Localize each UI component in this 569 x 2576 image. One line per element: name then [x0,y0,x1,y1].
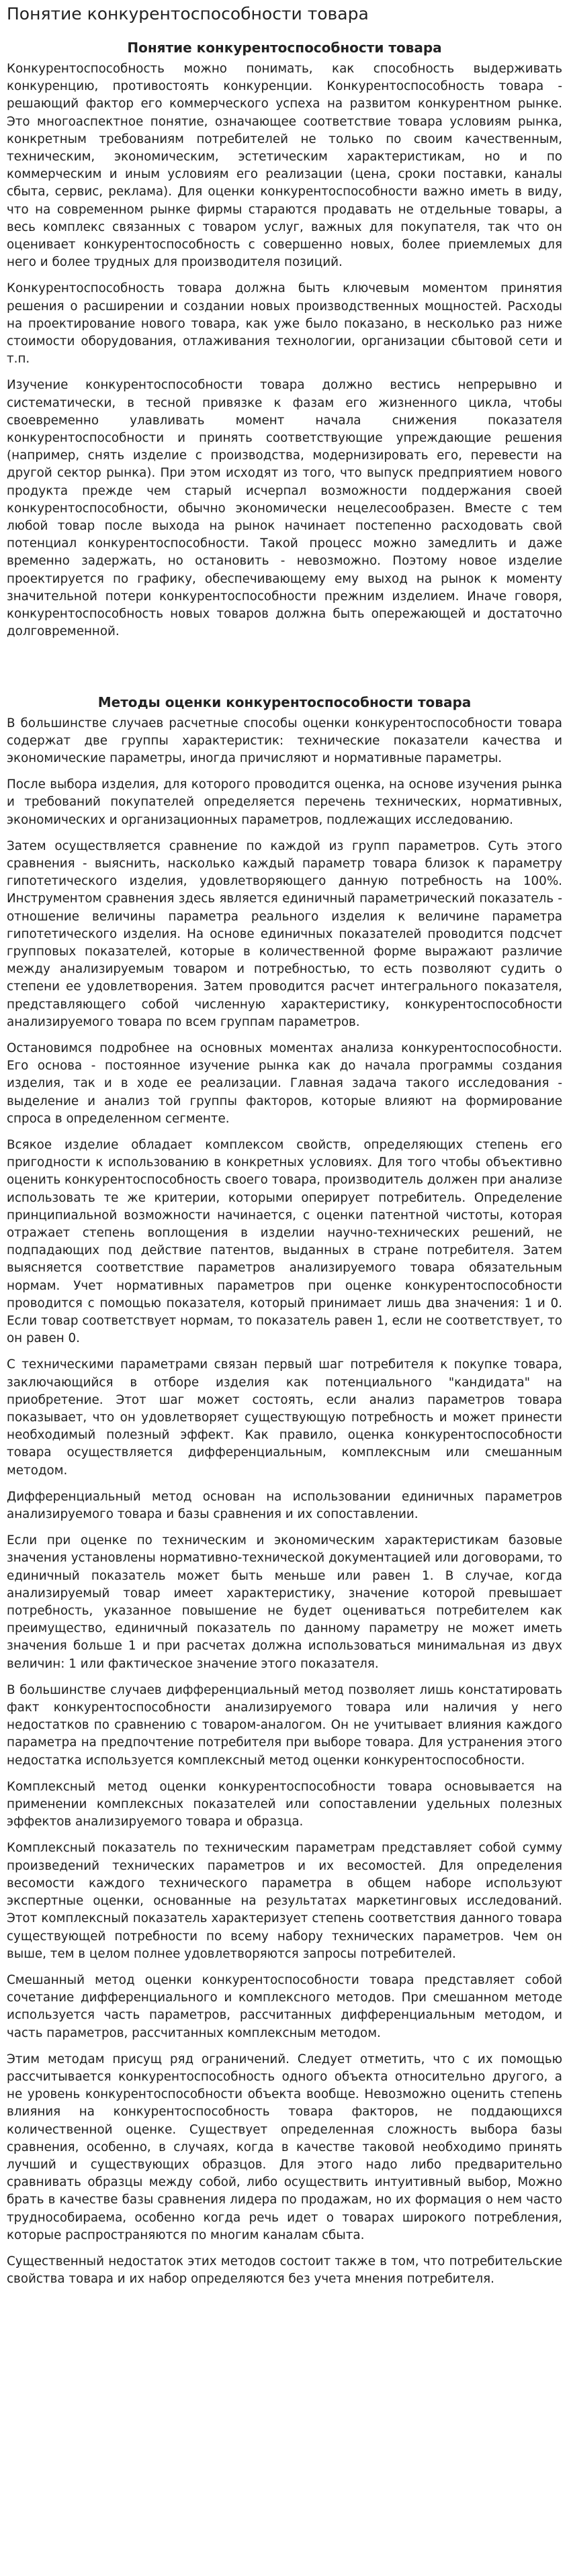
paragraph: Комплексный показатель по техническим параметрам представляет собой сумму произведений технических параметров и их весомостей. Для определения весомости каждого технического параметра в общем наборе используют экспертные оценки, основанные на результатах маркетинговых исследований. Этот комплексный показатель характеризует степень соответствия данного товара существующей потребности по всему набору технических параметров. Чем он выше, тем в целом полнее удовлетворяются запросы потребителей. [7,1841,562,1961]
page-title: Понятие конкурентоспособности товара [7,4,369,23]
paragraph: С техническими параметрами связан первый шаг потребителя к покупке товара, заключающийся в отборе изделия как потенциального "кандидата" на приобретение. Этот шаг может состоять, если анализ параметров товара показывает, что он удовлетворяет существующую потребность и может принести необходимый полезный эффект. Как правило, оценка конкурентоспособности товара осуществляется дифференциальным, комплексным или смешанным методом. [7,1357,562,1478]
section-heading: Понятие конкурентоспособности товара [127,40,442,56]
paragraph: Смешанный метод оценки конкурентоспособности товара представляет собой сочетание дифференциального и комплексного методов. При смешанном методе используется часть параметров, рассчитанных дифференциальным методом, и часть параметров, рассчитанных комплексным методом. [7,1972,562,2040]
paragraph: В большинстве случаев расчетные способы оценки конкурентоспособности товара содержат две группы характеристик: технические показатели качества и экономические параметры, иногда причисляют и нормативные параметры. [7,716,562,765]
paragraph: Существенный недостаток этих методов состоит также в том, что потребительские свойства товара и их набор определяются без учета мнения потребителя. [7,2254,562,2287]
paragraph: В большинстве случаев дифференциальный метод позволяет лишь констатировать факт конкурентоспособности анализируемого товара или наличия у него недостатков по сравнению с товаром-аналогом. Он не учитывает влияния каждого параметра на предпочтение потребителя при выборе товара. Для устранения этого недостатка используется комплексный метод оценки конкурентоспособности. [7,1682,562,1768]
paragraph: Затем осуществляется сравнение по каждой из групп параметров. Суть этого сравнения - выяснить, насколько каждый параметр товара близок к параметру гипотетического изделия, удовлетворяющего данную потребность на 100%. Инструментом сравнения здесь является единичный параметрический показатель - отношение величины параметра реального изделия к величине параметра гипотетического изделия. На основе единичных показателей проводится подсчет групповых показателей, которые в количественной форме выражают различие между анализируемым товаром и потребностью, то есть позволяют судить о степени ее удовлетворения. Затем проводится расчет интегрального показателя, представляющего собой численную характеристику, конкурентоспособности анализируемого товара по всем группам параметров. [7,839,562,1029]
paragraph: Всякое изделие обладает комплексом свойств, определяющих степень его пригодности к использованию в конкретных условиях. Для того чтобы объективно оценить конкурентоспособность своего товара, производитель должен при анализе использовать те же критерии, которыми оперирует потребитель. Определение принципиальной возможности начинается, с оценки патентной чистоты, которая отражает степень воплощения в изделии научно-технических решений, не подпадающих под действие патентов, выданных в стране потребителя. Затем выясняется соответствие параметров анализируемого товара обязательным нормам. Учет нормативных параметров при оценке конкурентоспособности проводится с помощью показателя, который принимает лишь два значения: 1 и 0. Если товар соответствует нормам, то показатель равен 1, если не соответствует, то он равен 0. [7,1137,562,1346]
paragraph: Если при оценке по техническим и экономическим характеристикам базовые значения установлены нормативно-технической документацией или договорами, то единичный показатель может быть меньше или равен 1. В случае, когда анализируемый товар имеет характеристику, значение которой превышает потребность, указанное повышение не будет оцениваться потребителем как преимущество, единичный показатель по данному параметру не может иметь значения больше 1 и при расчетах должна использоваться минимальная из двух величин: 1 или фактическое значение этого показателя. [7,1533,562,1671]
paragraph: Остановимся подробнее на основных моментах анализа конкурентоспособности. Его основа - постоянное изучение рынка как до начала программы создания изделия, так и в ходе ее реализации. Главная задача такого исследования - выделение и анализ той группы факторов, которые влияют на формирование спроса в определенном сегменте. [7,1041,562,1126]
paragraph: Конкурентоспособность товара должна быть ключевым моментом принятия решения о расширении и создании новых производственных мощностей. Расходы на проектирование нового товара, как уже было показано, в несколько раз ниже стоимости оборудования, отлаживания технологии, организации сбытовой сети и т.п. [7,281,562,367]
paragraph: После выбора изделия, для которого проводится оценка, на основе изучения рынка и требований покупателей определяется перечень технических, нормативных, экономических и организационных параметров, подлежащих исследованию. [7,777,562,827]
section-methods [7,694,562,2289]
paragraph: Этим методам присущ ряд ограничений. Следует отметить, что с их помощью рассчитывается конкурентоспособность одного объекта относительно другого, а не уровень конкурентоспособности объекта вообще. Невозможно оценить степень влияния на конкурентоспособность товара факторов, не поддающихся количественной оценке. Существует определенная сложность выбора базы сравнения, особенно, в случаях, когда в качестве таковой необходимо принять лучший и существующих образцов. Для этого надо либо предварительно сравнивать образцы между собой, либо осуществить интуитивный выбор, Можно брать в качестве базы сравнения лидера по продажам, но их формация о нем часто труднособираема, особенно когда речь идет о товарах широкого потребления, которые распространяются по многим каналам сбыта. [7,2052,562,2242]
paragraph: Конкурентоспособность можно понимать, как способность выдерживать конкуренцию, противостоять конкуренции. Конкурентоспособность товара - решающий фактор его коммерческого успеха на развитом конкурентном рынке. Это многоаспектное понятие, означающее соответствие товара условиям рынка, конкретным требованиям потребителей не только по своим качественным, техническим, экономическим, эстетическим характеристикам, но и по коммерческим и иным условиям его реализации (цена, сроки поставки, каналы сбыта, сервис, реклама). Для оценки конкурентоспособности важно иметь в виду, что на современном рынке фирмы стараются продавать не отдельные товары, а весь комплекс связанных с товаром услуг, важных для покупателя, так что он оценивает конкурентоспособность с совершенно новых, более приемлемых для него и более трудных для производителя позиций. [7,62,562,270]
section-concept [7,39,562,641]
paragraph: Комплексный метод оценки конкурентоспособности товара основывается на применении комплексных показателей или сопоставлении удельных полезных эффектов анализируемого товара и образца. [7,1779,562,1829]
paragraph: Дифференциальный метод основан на использовании единичных параметров анализируемого товара и базы сравнения и их сопоставлении. [7,1489,562,1522]
section-heading: Методы оценки конкурентоспособности товара [97,694,472,710]
paragraph: Изучение конкурентоспособности товара должно вестись непрерывно и систематически, в тесной привязке к фазам его жизненного цикла, чтобы своевременно улавливать момент начала снижения показателя конкурентоспособности и принять соответствующие упреждающие решения (например, снять изделие с производства, модернизировать его, перевести на другой сектор рынка). При этом исходят из того, что выпуск предприятием нового продукта прежде чем старый исчерпал возможности поддержания своей конкурентоспособности, обычно экономически нецелесообразен. Вместе с тем любой товар после выхода на рынок начинает постепенно расходовать свой потенциал конкурентоспособности. Такой процесс можно замедлить и даже временно задержать, но остановить - невозможно. Поэтому новое изделие проектируется по графику, обеспечивающему ему выход на рынок к моменту значительной потери конкурентоспособности прежним изделием. Иначе говоря, конкурентоспособность новых товаров должна быть опережающей и достаточно долговременной. [7,378,562,639]
